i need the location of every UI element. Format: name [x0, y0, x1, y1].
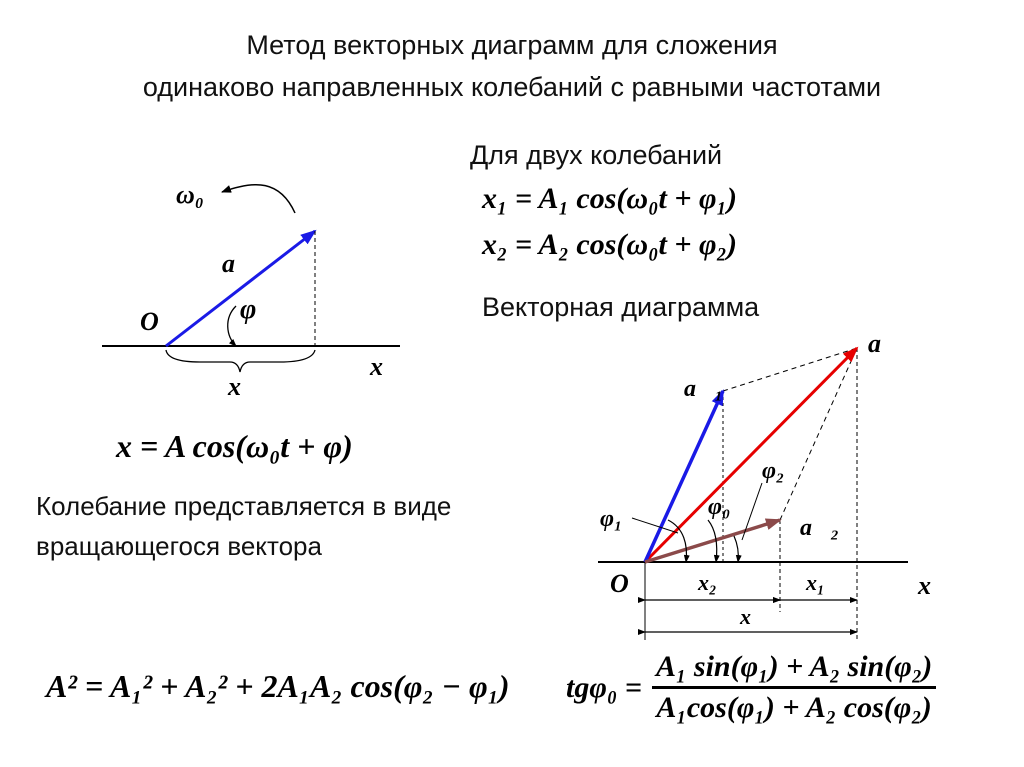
vector-a-label: a⃗: [868, 329, 902, 358]
angle-phi2-arc: [734, 536, 738, 562]
tangent-formula-lhs: tgφ₀ =: [566, 670, 642, 704]
phi2-label: φ₂: [762, 458, 785, 484]
single-oscillation-formula: x = A cos(ω₀t + φ): [116, 428, 353, 464]
parallelogram-side-right: [780, 348, 857, 520]
omega-label: ω₀: [176, 180, 204, 209]
x-label: x: [740, 604, 751, 629]
left-vector-label: a⃗: [222, 249, 256, 278]
rotation-arrow-icon: [222, 185, 295, 213]
x2-label: x₂: [698, 570, 717, 595]
phi2-pointer: [742, 483, 762, 540]
vector-a1-label: a⃗₁: [684, 376, 724, 402]
tangent-denominator: A₁cos(φ₁) + A₂ cos(φ₂): [656, 691, 932, 724]
description-line-1: Колебание представляется в виде: [36, 491, 452, 521]
equation-x2: x₂ = A₂ cos(ω₀t + φ₂): [482, 228, 737, 261]
equation-x1: x₁ = A₁ cos(ω₀t + φ₁): [482, 182, 737, 215]
right-vector-diagram: [598, 329, 931, 640]
amplitude-formula: A² = A₁² + A₂² + 2A₁A₂ cos(φ₂ − φ₁): [46, 668, 510, 704]
tangent-formula: [566, 650, 936, 725]
x1-label: x₁: [806, 570, 825, 595]
two-oscillations-heading: Для двух колебаний: [470, 140, 723, 170]
phi1-pointer: [632, 518, 678, 533]
left-projection-brace: [166, 350, 315, 372]
right-axis-label: x: [918, 571, 931, 600]
tangent-fraction: [652, 650, 936, 725]
left-angle-label: φ: [240, 294, 257, 325]
description: [36, 486, 536, 566]
vector-a2-label: a⃗₂: [800, 515, 840, 541]
page-title-line-1: Метод векторных диаграмм для сложения: [246, 30, 778, 60]
phi1-label: φ₁: [600, 506, 623, 532]
left-angle-arc: [228, 306, 236, 346]
left-vector-diagram: [102, 180, 400, 401]
vector-a1: [645, 391, 723, 562]
left-projection-label: x: [228, 372, 241, 401]
vector-diagram-heading: Векторная диаграмма: [482, 292, 760, 322]
phi0-label: φ₀: [708, 494, 731, 520]
left-origin-label: O: [140, 307, 159, 336]
tangent-numerator: A₁ sin(φ₁) + A₂ sin(φ₂): [652, 650, 936, 689]
page-title-line-2: одинаково направленных колебаний с равными частотами: [142, 72, 882, 102]
description-line-2: вращающегося вектора: [36, 531, 322, 561]
right-origin-label: O: [610, 569, 629, 598]
left-axis-label: x: [370, 352, 383, 381]
